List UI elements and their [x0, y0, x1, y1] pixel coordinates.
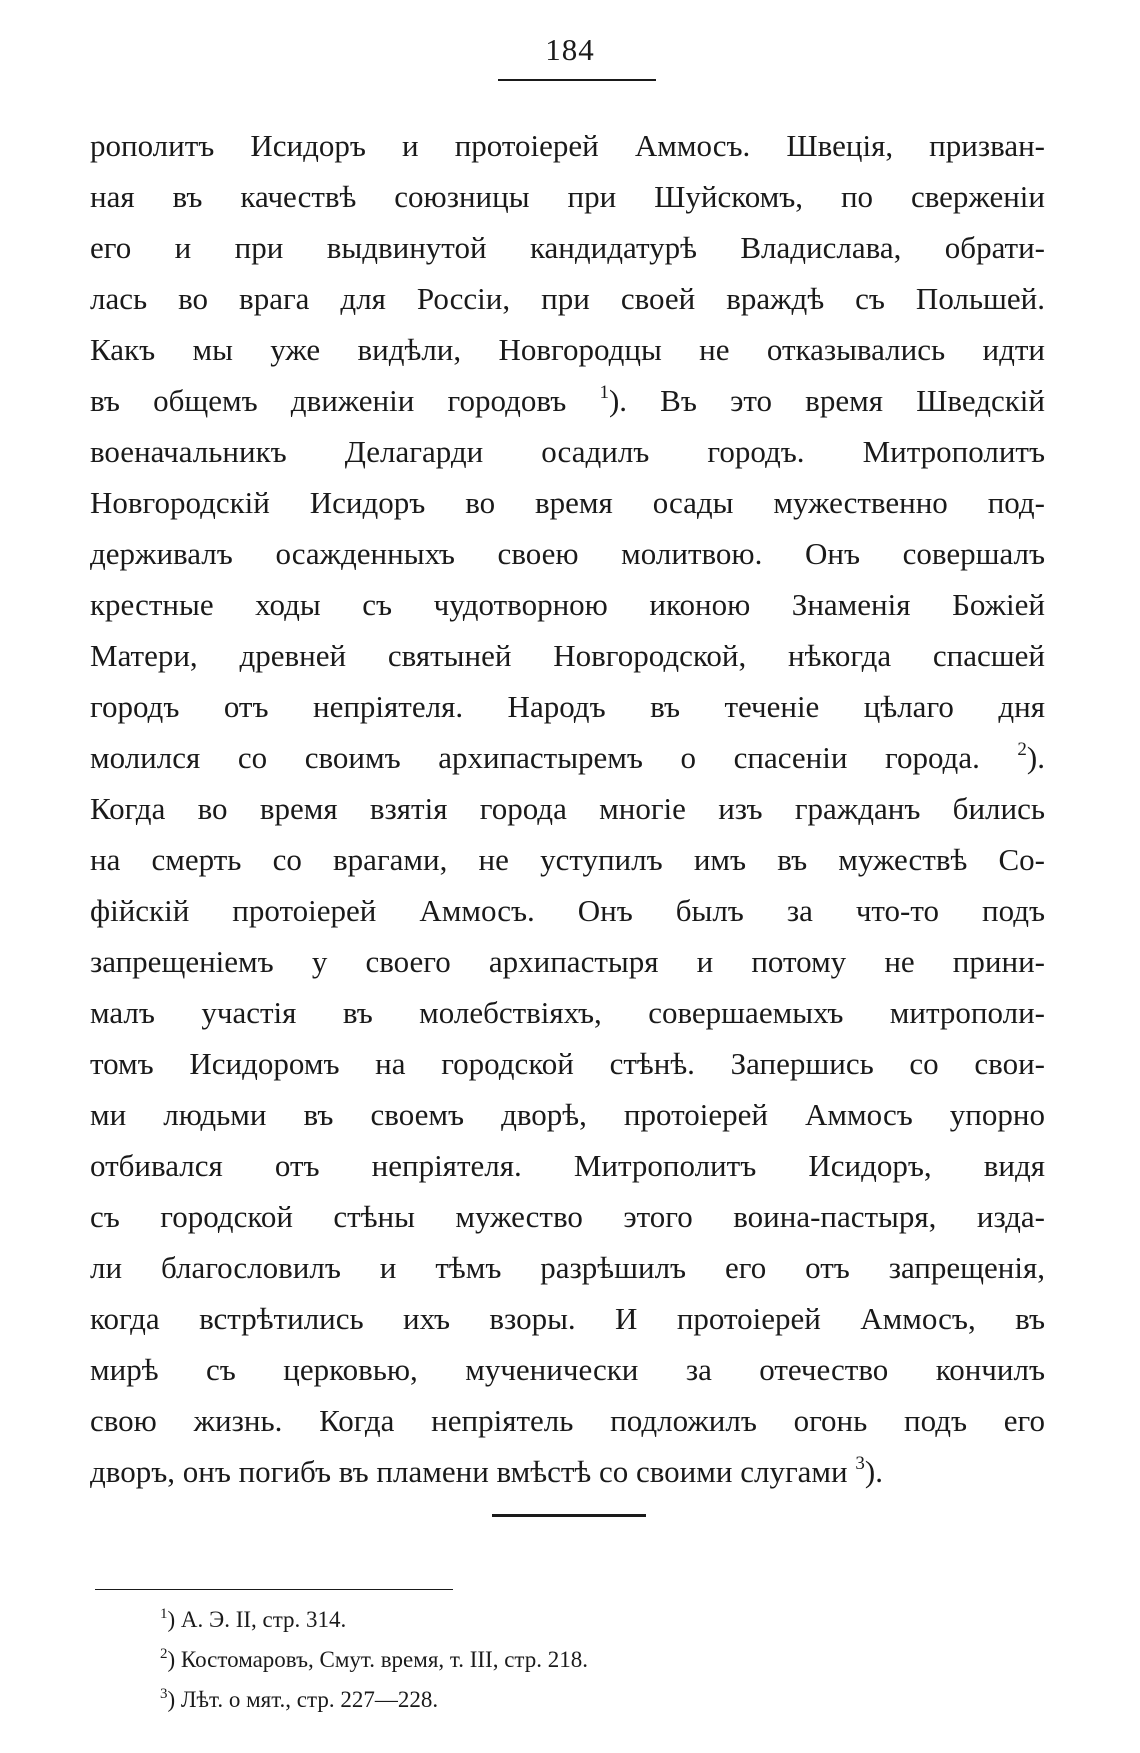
text-line: ли благословилъ и тѣмъ разрѣшилъ его отъ запрещенія, — [90, 1250, 1045, 1285]
text-segment: дворъ, онъ погибъ въ пламени вмѣстѣ со своими слугами — [90, 1454, 848, 1489]
text-segment: ). — [864, 1454, 883, 1489]
text-line: малъ участія въ молебствіяхъ, совершаемыхъ митрополи- — [90, 995, 1045, 1030]
text-line: военачальникъ Делагарди осадилъ городъ. Митрополитъ — [90, 434, 1045, 469]
text-line: Новгородскій Исидоръ во время осады мужественно под- — [90, 485, 1045, 520]
footnote — [160, 1600, 588, 1640]
footnote-reference: 3 — [855, 1453, 865, 1474]
footnote-marker: 2 — [160, 1646, 168, 1662]
text-line: ная въ качествѣ союзницы при Шуйскомъ, по сверженіи — [90, 179, 1045, 214]
footnote-text: ) А. Э. II, стр. 314. — [167, 1607, 347, 1632]
text-segment: молился со своимъ архипастыремъ о спасеніи города. — [90, 740, 980, 775]
footnotes — [160, 1600, 588, 1720]
text-line: рополитъ Исидоръ и протоіерей Аммосъ. Швеція, призван- — [90, 128, 1045, 163]
text-line: на смерть со врагами, не уступилъ имъ въ мужествѣ Со- — [90, 842, 1045, 877]
text-line: томъ Исидоромъ на городской стѣнѣ. Запершись со свои- — [90, 1046, 1045, 1081]
text-line — [90, 732, 1045, 783]
text-line: крестные ходы съ чудотворною иконою Знаменія Божіей — [90, 587, 1045, 622]
text-line: Матери, древней святыней Новгородской, нѣкогда спасшей — [90, 638, 1045, 673]
text-line: его и при выдвинутой кандидатурѣ Владислава, обрати- — [90, 230, 1045, 265]
text-line: отбивался отъ непріятеля. Митрополитъ Исидоръ, видя — [90, 1148, 1045, 1183]
footnote-reference: 2 — [1017, 739, 1027, 760]
footnote-divider — [95, 1589, 453, 1590]
footnote-text: ) Лѣт. о мят., стр. 227—228. — [167, 1687, 439, 1712]
page-number: 184 — [545, 32, 595, 67]
text-segment: ). — [1026, 740, 1045, 775]
text-line — [90, 1446, 1045, 1497]
footnote-reference: 1 — [599, 382, 609, 403]
text-line: свою жизнь. Когда непріятель подложилъ огонь подъ его — [90, 1403, 1045, 1438]
text-line: фійскій протоіерей Аммосъ. Онъ былъ за что-то подъ — [90, 893, 1045, 928]
header-rule — [498, 79, 656, 81]
section-divider — [492, 1514, 646, 1517]
footnote-marker: 3 — [160, 1686, 168, 1702]
text-line: Когда во время взятія города многіе изъ гражданъ бились — [90, 791, 1045, 826]
text-line: ми людьми въ своемъ дворѣ, протоіерей Аммосъ упорно — [90, 1097, 1045, 1132]
footnote-marker: 1 — [160, 1606, 168, 1622]
text-line — [90, 375, 1045, 426]
text-line: запрещеніемъ у своего архипастыря и потому не прини- — [90, 944, 1045, 979]
text-line: когда встрѣтились ихъ взоры. И протоіерей Аммосъ, въ — [90, 1301, 1045, 1336]
footnote — [160, 1640, 588, 1680]
footnote — [160, 1680, 588, 1720]
text-line: городъ отъ непріятеля. Народъ въ теченіе цѣлаго дня — [90, 689, 1045, 724]
text-line: съ городской стѣны мужество этого воина-пастыря, изда- — [90, 1199, 1045, 1234]
text-line: Какъ мы уже видѣли, Новгородцы не отказывались идти — [90, 332, 1045, 367]
text-line: мирѣ съ церковью, мученически за отечество кончилъ — [90, 1352, 1045, 1387]
footnote-text: ) Костомаровъ, Смут. время, т. III, стр. 218. — [167, 1647, 588, 1672]
text-segment: ). Въ это время Шведскій — [608, 383, 1046, 418]
text-segment: въ общемъ движеніи городовъ — [90, 383, 567, 418]
text-line: держивалъ осажденныхъ своею молитвою. Онъ совершалъ — [90, 536, 1045, 571]
text-line: лась во врага для Россіи, при своей враждѣ съ Польшей. — [90, 281, 1045, 316]
body-text — [90, 120, 1045, 1497]
